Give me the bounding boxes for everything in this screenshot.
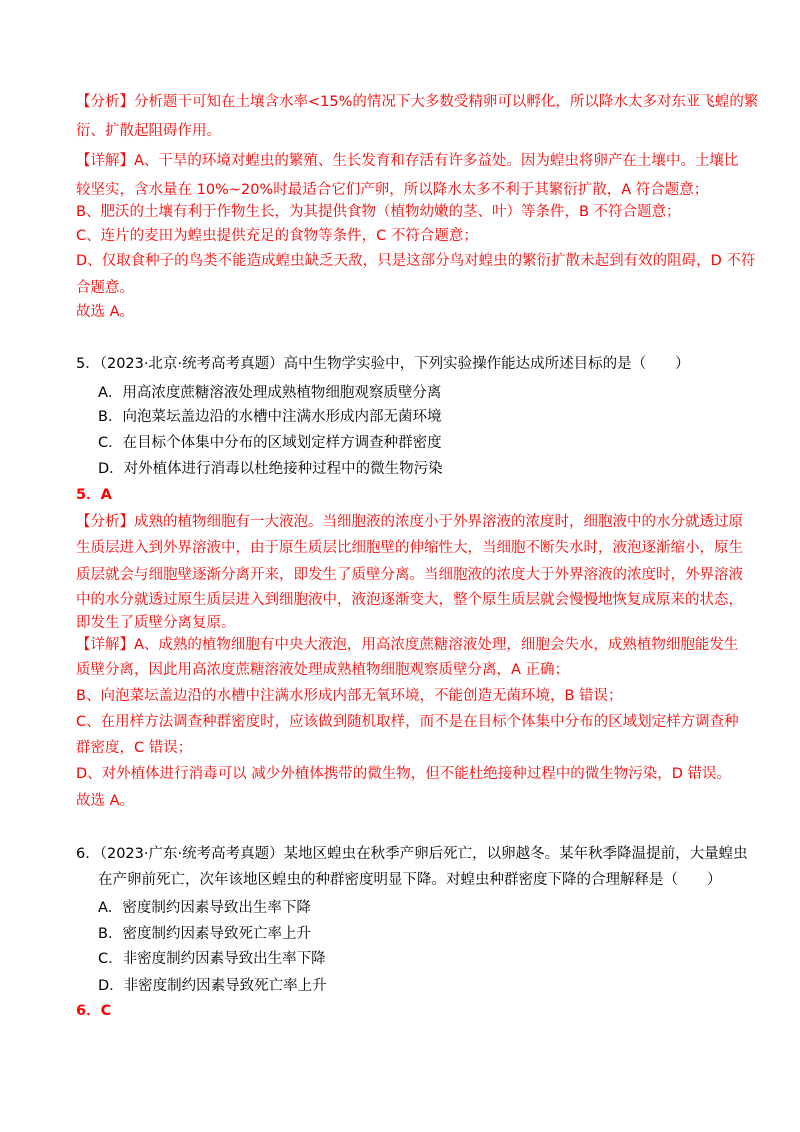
q4-analysis-line-1: 【分析】分析题干可知在土壤含水率<15%的情况下大多数受精卵可以孵化，所以降水太多对东亚飞蝗的繁 <box>76 94 759 110</box>
q5-analysis-line-3: 质层就会与细胞壁逐渐分离开来，即发生了质壁分离。当细胞液的浓度大于外界溶液的浓度时，外界溶液 <box>76 567 743 583</box>
q5-option-b: B．向泡菜坛盖边沿的水槽中注满水形成内部无菌环境 <box>98 409 442 425</box>
q6-option-c: C．非密度制约因素导致出生率下降 <box>98 951 326 967</box>
q5-detail-line-2: 质壁分离，因此用高浓度蔗糖溶液处理成熟植物细胞观察质壁分离，A 正确； <box>76 662 570 678</box>
q4-detail-line-7: 故选 A。 <box>76 304 135 320</box>
q4-analysis-line-2: 衍、扩散起阻碍作用。 <box>76 123 221 139</box>
q5-analysis-line-2: 生质层进入到外界溶液中，由于原生质层比细胞壁的伸缩性大，当细胞不断失水时，液泡逐渐缩小，原生 <box>76 540 743 556</box>
q6-option-b: B．密度制约因素导致死亡率上升 <box>98 926 311 942</box>
q6-stem-line-2: 在产卵前死亡，次年该地区蝗虫的种群密度明显下降。对蝗虫种群密度下降的合理解释是（ ） <box>98 872 722 888</box>
q4-detail-line-3: B、肥沃的土壤有利于作物生长，为其提供食物（植物幼嫩的茎、叶）等条件，B 不符合题意； <box>76 204 681 220</box>
q4-detail-line-4: C、连片的麦田为蝗虫提供充足的食物等条件，C 不符合题意； <box>76 228 478 244</box>
q5-option-a: A．用高浓度蔗糖溶液处理成熟植物细胞观察质壁分离 <box>98 385 442 401</box>
q4-detail-line-2: 较坚实，含水量在 10%~20%时最适合它们产卵，所以降水太多不利于其繁衍扩散，A 符合题意； <box>76 182 709 198</box>
q5-detail-line-7: 故选 A。 <box>76 793 135 809</box>
q5-detail-line-6: D、对外植体进行消毒可以 减少外植体携带的微生物，但不能杜绝接种过程中的微生物污染，D 错误。 <box>76 766 732 782</box>
q5-detail-line-4: C、在用样方法调查种群密度时，应该做到随机取样，而不是在目标个体集中分布的区域划定样方调查种 <box>76 714 739 730</box>
q5-detail-line-3: B、向泡菜坛盖边沿的水槽中注满水形成内部无氧环境，不能创造无菌环境，B 错误； <box>76 688 623 704</box>
q5-answer: 5．A <box>76 487 112 503</box>
q6-option-a: A．密度制约因素导致出生率下降 <box>98 900 311 916</box>
q5-option-d: D．对外植体进行消毒以杜绝接种过程中的微生物污染 <box>98 461 443 477</box>
q6-option-d: D．非密度制约因素导致死亡率上升 <box>98 978 327 994</box>
q4-detail-line-6: 合题意。 <box>76 280 134 296</box>
q5-detail-line-5: 群密度，C 错误； <box>76 740 193 756</box>
q4-detail-line-1: 【详解】A、干旱的环境对蝗虫的繁殖、生长发育和存活有许多益处。因为蝗虫将卵产在土壤中。土壤比 <box>76 153 739 169</box>
q5-analysis-line-1: 【分析】成熟的植物细胞有一大液泡。当细胞液的浓度小于外界溶液的浓度时，细胞液中的水分就透过原 <box>76 514 743 530</box>
q5-detail-line-1: 【详解】A、成熟的植物细胞有中央大液泡，用高浓度蔗糖溶液处理，细胞会失水，成熟植物细胞能发生 <box>76 637 739 653</box>
q5-analysis-line-5: 即发生了质壁分离复原。 <box>76 615 236 631</box>
q4-detail-line-5: D、仅取食种子的鸟类不能造成蝗虫缺乏天敌，只是这部分鸟对蝗虫的繁衍扩散未起到有效的阻碍，D 不符 <box>76 253 756 269</box>
q6-answer: 6．C <box>76 1003 112 1019</box>
q5-analysis-line-4: 中的水分就透过原生质层进入到细胞液中，液泡逐渐变大，整个原生质层就会慢慢地恢复成原来的状态， <box>76 592 743 608</box>
q5-option-c: C．在目标个体集中分布的区域划定样方调查种群密度 <box>98 435 442 451</box>
q6-stem-line-1: 6．（2023·广东·统考高考真题）某地区蝗虫在秋季产卵后死亡，以卵越冬。某年秋季降温提前，大量蝗虫 <box>76 846 748 862</box>
q5-stem: 5．（2023·北京·统考高考真题）高中生物学实验中，下列实验操作能达成所述目标的是（ ） <box>76 356 690 372</box>
